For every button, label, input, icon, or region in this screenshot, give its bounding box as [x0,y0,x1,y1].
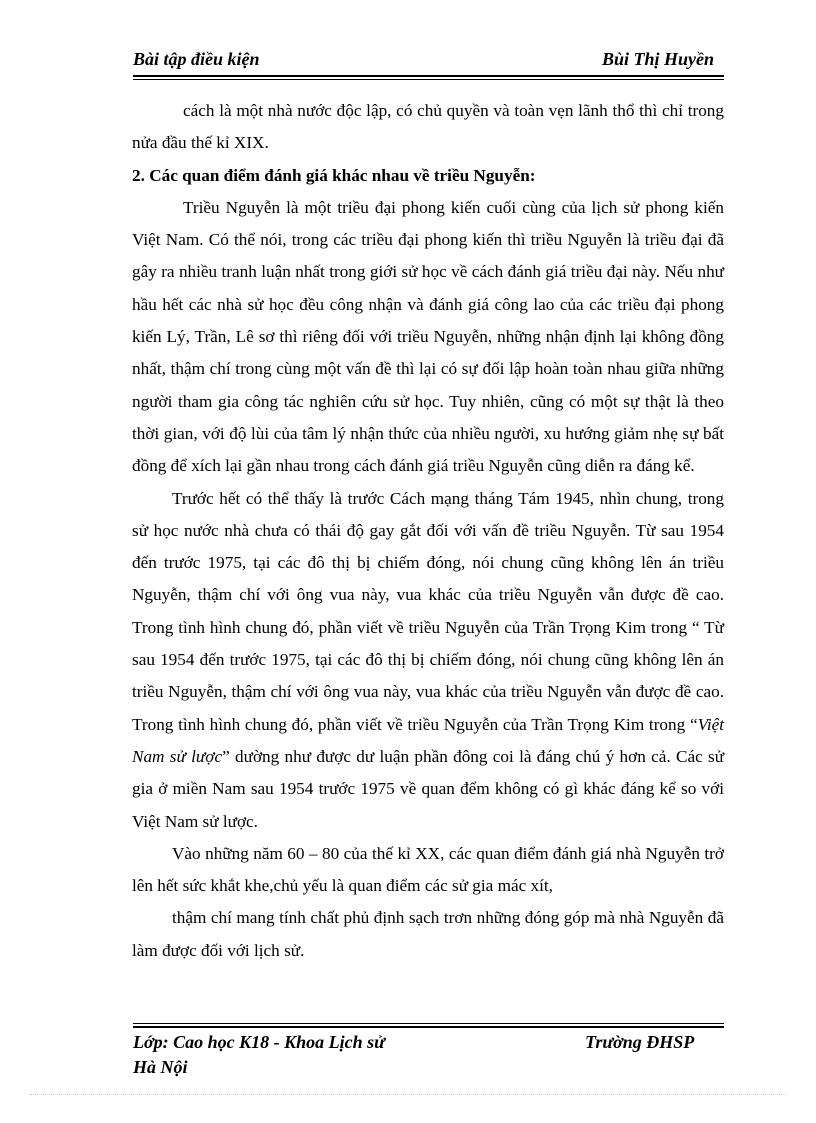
section-heading: 2. Các quan điểm đánh giá khác nhau về triều Nguyễn: [132,165,536,185]
paragraph-3-text-a: Trước hết có thể thấy là trước Cách mạng tháng Tám 1945, nhìn chung, trong sử học nước nhà chưa có thái độ gay gắt đối với vấn đề triều Nguyễn. Từ sau 1954 đến trước 1975, tại các đô thị bị chiếm đóng, nói chung cũng không lên án triều Nguyễn, thậm chí với ông vua này, vua khác của triều Nguyễn vẫn được đề cao. Trong tình hình chung đó, phần viết về triều Nguyễn của Trần Trọng Kim trong “ Từ sau 1954 đến trước 1975, tại các đô thị bị chiếm đóng, nói chung cũng không lên án triều Nguyễn, thậm chí với ông vua này, vua khác của triều Nguyễn vẫn được đề cao. Trong tình hình chung đó, phần viết về triều Nguyễn của Trần Trọng Kim trong “ [132,488,724,734]
paragraph-5: thậm chí mang tính chất phủ định sạch trơn những đóng góp mà nhà Nguyễn đã làm được đối với lịch sử. [132,908,724,960]
header-rule [133,79,724,80]
page-bottom-dotted-line [30,1094,786,1095]
header-author: Bùi Thị Huyền [601,49,714,69]
header-left-title: Bài tập điều kiện [133,49,260,69]
footer-rule-thin [133,1023,724,1024]
paragraph-4: Vào những năm 60 – 80 của thế kỉ XX, các quan điểm đánh giá nhà Nguyễn trở lên hết sức khắt khe,chủ yếu là quan điểm các sử gia mác xít, [132,843,724,896]
document-body [132,95,724,967]
footer-rule-thick [133,1026,724,1028]
paragraph-3 [132,483,724,838]
book-title: Việt Nam sử lược [132,714,724,766]
paragraph-2: Triều Nguyễn là một triều đại phong kiến cuối cùng của lịch sử phong kiến Việt Nam. Có thể nói, trong các triều đại phong kiến thì triều Nguyễn là triều đại đã gây ra nhiều tranh luận nhất trong giới sử học về cách đánh giá triều đại này. Nếu như hầu hết các nhà sử học đều công nhận và đánh giá công lao của các triều đại phong kiến Lý, Trần, Lê sơ thì riêng đối với triều Nguyễn, những nhận định lại không đồng nhất, thậm chí trong cùng một vấn đề thì lại có sự đối lập hoàn toàn nhau giữa những người tham gia công tác nghiên cứu sử học. Tuy nhiên, cũng có một sự thật là theo thời gian, với độ lùi của tâm lý nhận thức của nhiều người, xu hướng giảm nhẹ sự bất đồng để xích lại gần nhau trong cách đánh giá triều Nguyễn cũng diễn ra đáng kể. [132,197,724,476]
footer-city: Hà Nội [133,1057,188,1077]
paragraph-3-text-b: ” dường như được dư luận phần đông coi là đáng chú ý hơn cả. Các sử gia ở miền Nam sau 1954 trước 1975 về quan đểm không có gì khác đáng kể so với Việt Nam sử lược. [132,746,725,831]
footer-school: Trường ĐHSP [585,1032,695,1052]
footer-class: Lớp: Cao học K18 - Khoa Lịch sử [133,1032,385,1052]
page-header [133,47,724,77]
paragraph-1: cách là một nhà nước độc lập, có chủ quyền và toàn vẹn lãnh thổ thì chỉ trong nửa đầu thế kỉ XIX. [132,101,724,153]
